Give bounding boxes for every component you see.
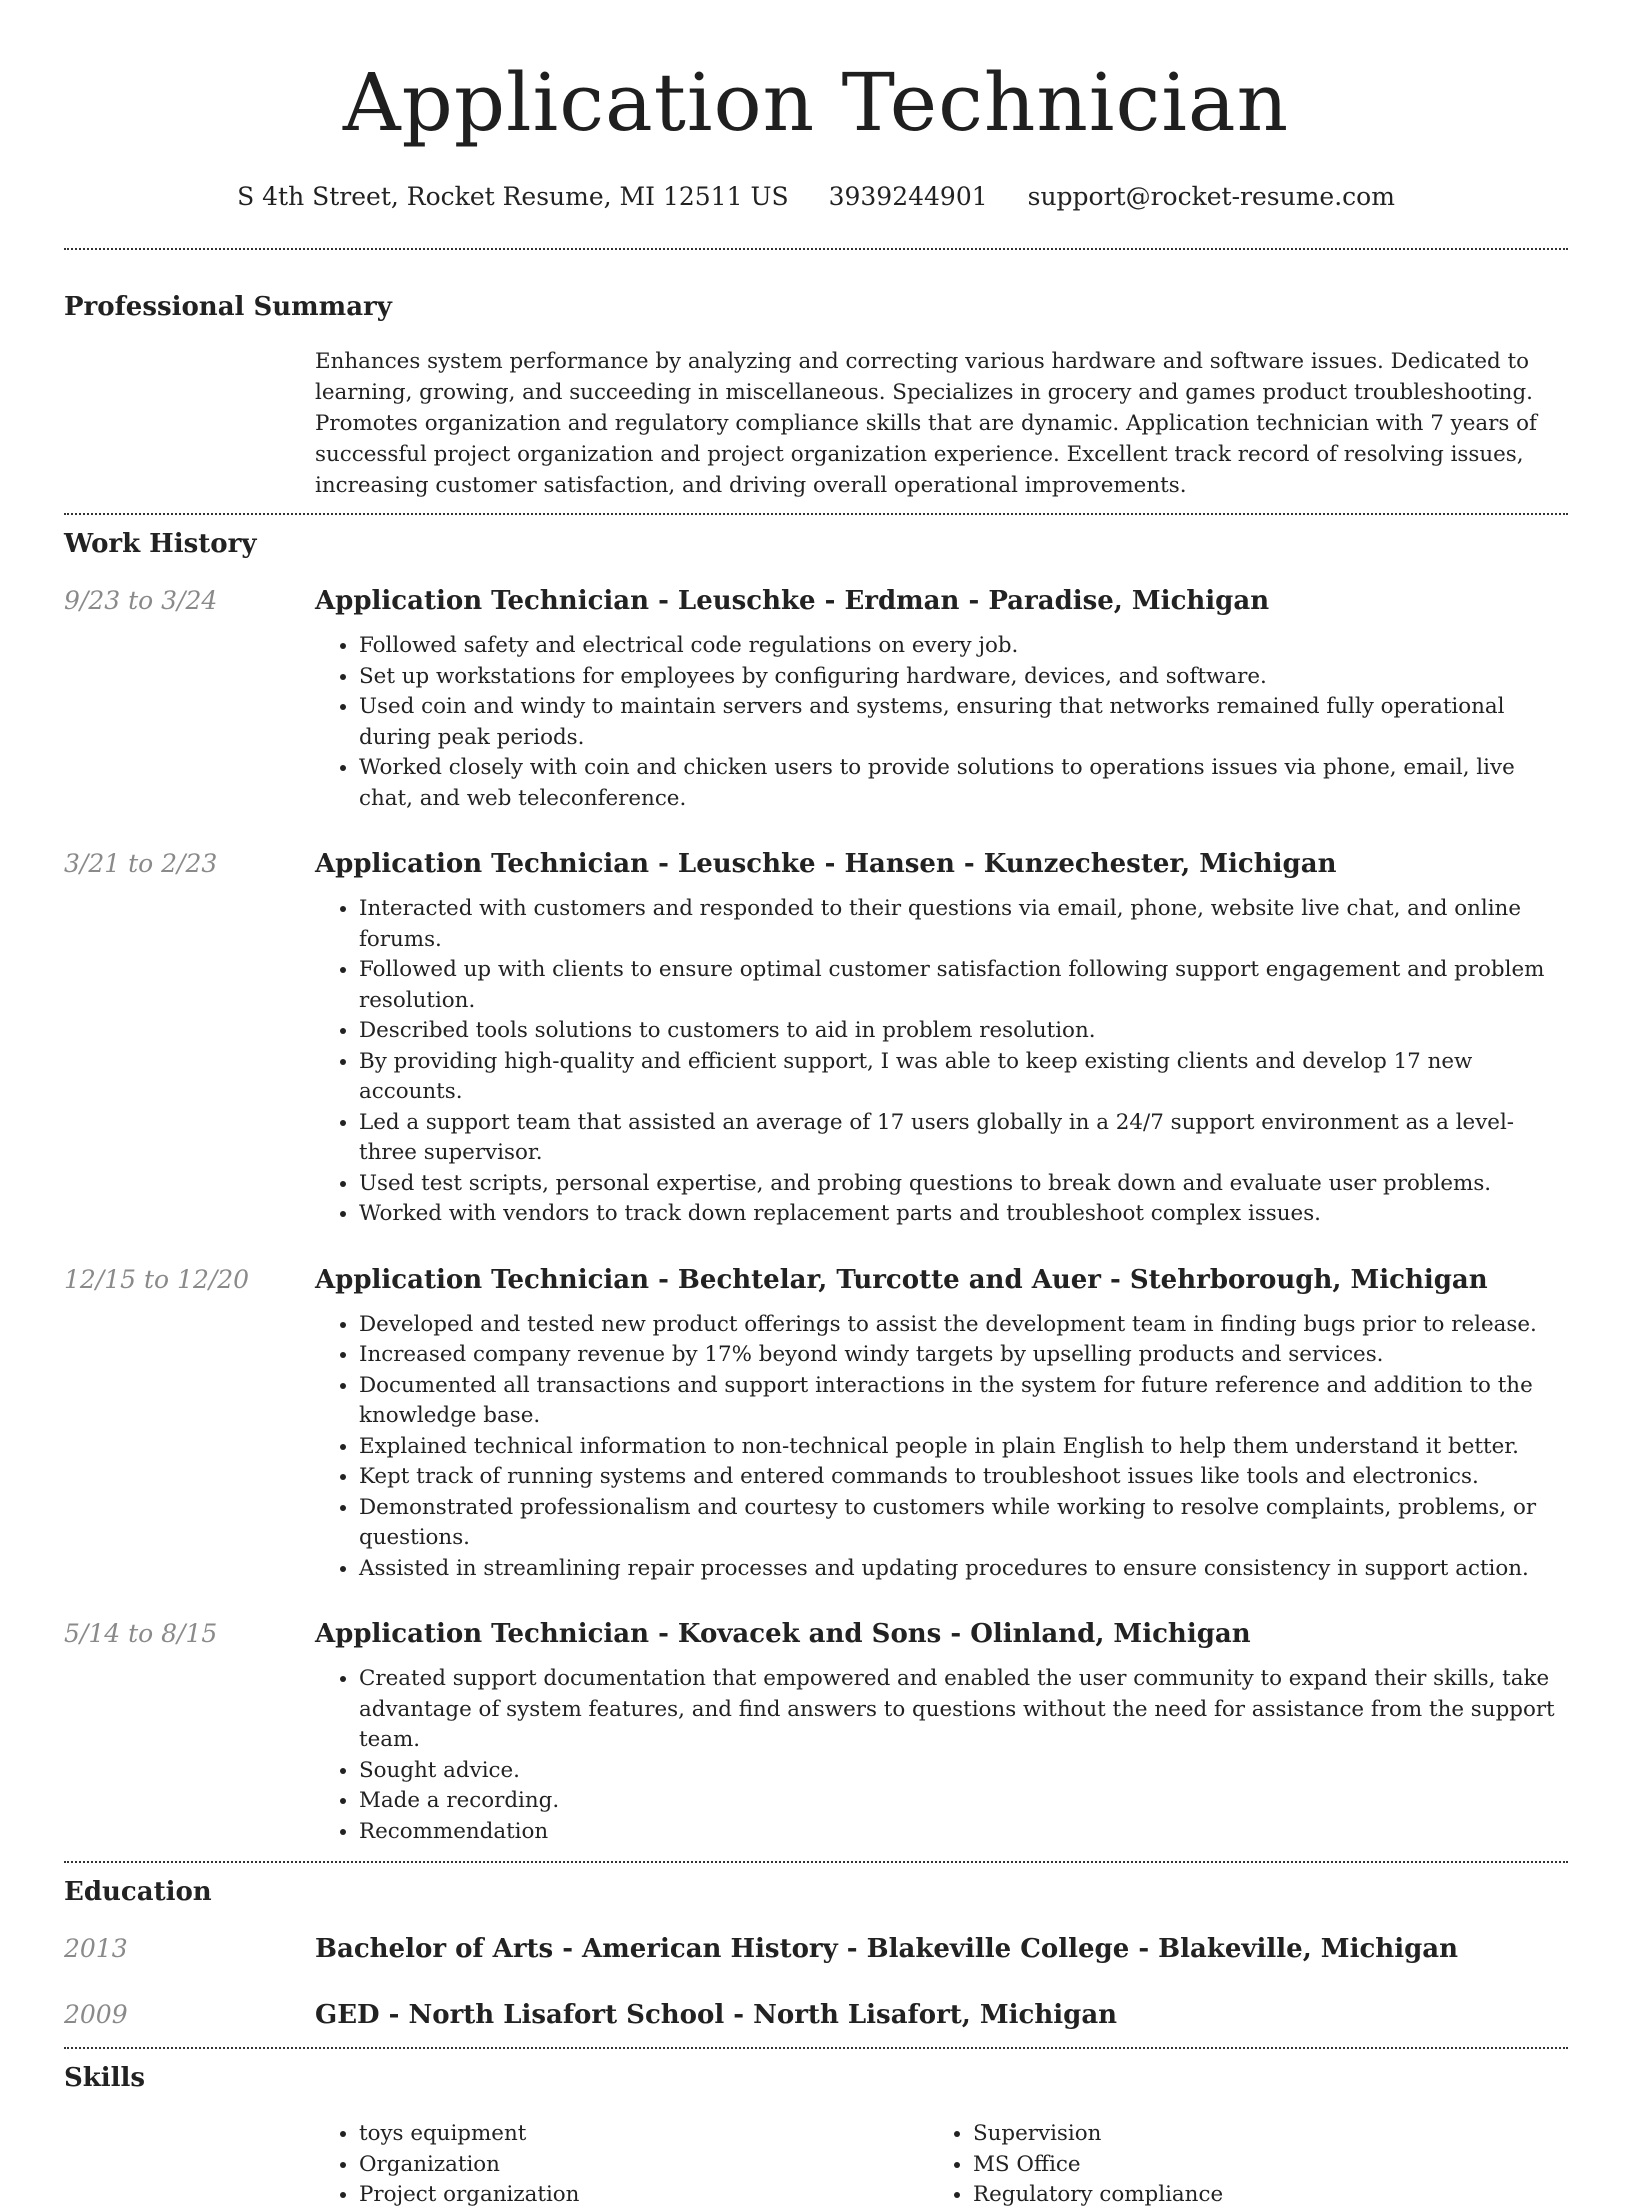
summary-heading: Professional Summary xyxy=(64,292,392,322)
job-bullet: • Used test scripts, personal expertise, and probing questions to break down and evaluate user problems. xyxy=(359,1169,1568,1200)
education-title: Bachelor of Arts - American History - Blakeville College - Blakeville, Michigan xyxy=(315,1934,1458,1964)
skill-item: • Project organization xyxy=(359,2180,929,2211)
job-title: Application Technician - Kovacek and Sons - Olinland, Michigan xyxy=(315,1619,1251,1649)
job-bullet: • Developed and tested new product offerings to assist the development team in finding bugs prior to release. xyxy=(359,1310,1568,1341)
job-bullet: • Increased company revenue by 17% beyond windy targets by upselling products and services. xyxy=(359,1340,1568,1371)
skill-item: • toys equipment xyxy=(359,2119,929,2150)
job-bullets xyxy=(315,894,1568,1230)
divider xyxy=(64,2047,1568,2049)
job-bullet: • Followed safety and electrical code regulations on every job. xyxy=(359,631,1568,662)
contact-address: S 4th Street, Rocket Resume, MI 12511 US xyxy=(237,182,789,211)
education-title: GED - North Lisafort School - North Lisafort, Michigan xyxy=(315,2000,1118,2030)
job-body xyxy=(315,1616,1568,1847)
job-bullet: • Assisted in streamlining repair processes and updating procedures to ensure consistency in support action. xyxy=(359,1554,1568,1585)
skills-section xyxy=(64,2061,1568,2211)
contact-email: support@rocket-resume.com xyxy=(1027,182,1395,211)
skill-item: • MS Office xyxy=(973,2150,1543,2181)
job-bullet: • Set up workstations for employees by configuring hardware, devices, and software. xyxy=(359,662,1568,693)
job-body xyxy=(315,1262,1568,1585)
job-bullet: • Created support documentation that empowered and enabled the user community to expand their skills, take advantage of system features, and find answers to questions without the need for assistance from the support team. xyxy=(359,1664,1568,1756)
education-heading: Education xyxy=(64,1877,212,1907)
job-bullets xyxy=(315,1664,1568,1847)
work-history-section xyxy=(64,527,1568,1861)
job-bullet: • Explained technical information to non-technical people in plain English to help them understand it better. xyxy=(359,1432,1568,1463)
job-bullet: • Worked with vendors to track down replacement parts and troubleshoot complex issues. xyxy=(359,1199,1568,1230)
job-bullet: • Used coin and windy to maintain servers and systems, ensuring that networks remained fully operational during peak periods. xyxy=(359,692,1568,753)
education-section xyxy=(64,1875,1568,2047)
job-bullet: • Made a recording. xyxy=(359,1786,1568,1817)
education-entry xyxy=(64,1931,1568,1967)
job-bullet: • Sought advice. xyxy=(359,1756,1568,1787)
divider xyxy=(64,1861,1568,1863)
job-bullet: • Worked closely with coin and chicken users to provide solutions to operations issues via phone, email, live chat, and web teleconference. xyxy=(359,753,1568,814)
education-year: 2009 xyxy=(64,2000,128,2029)
job-dates: 5/14 to 8/15 xyxy=(64,1619,218,1648)
work-history-heading: Work History xyxy=(64,529,257,559)
job-bullet: • Described tools solutions to customers to aid in problem resolution. xyxy=(359,1016,1568,1047)
job-entry xyxy=(64,1616,1568,1847)
skill-item: • Organization xyxy=(359,2150,929,2181)
resume-name: Application Technician xyxy=(342,56,1290,149)
job-dates: 12/15 to 12/20 xyxy=(64,1264,250,1294)
job-bullet: • Interacted with customers and responded to their questions via email, phone, website live chat, and online forums. xyxy=(359,894,1568,955)
education-body xyxy=(315,1997,1568,2033)
job-dates: 9/23 to 3/24 xyxy=(64,586,218,615)
job-bullets xyxy=(315,1310,1568,1585)
job-bullet: • Kept track of running systems and entered commands to troubleshoot issues like tools and electronics. xyxy=(359,1462,1568,1493)
job-dates: 3/21 to 2/23 xyxy=(64,849,218,878)
skills-column-right xyxy=(929,2119,1543,2211)
skills-heading: Skills xyxy=(64,2063,146,2093)
job-bullet: • Documented all transactions and support interactions in the system for future reference and addition to the knowledge base. xyxy=(359,1371,1568,1432)
job-bullet: • Followed up with clients to ensure optimal customer satisfaction following support engagement and problem resolution. xyxy=(359,955,1568,1016)
job-entry xyxy=(64,846,1568,1230)
summary-section xyxy=(64,290,1568,513)
skill-item: • Regulatory compliance xyxy=(973,2180,1543,2211)
skills-columns xyxy=(315,2119,1568,2211)
job-bullets xyxy=(315,631,1568,814)
divider xyxy=(64,513,1568,515)
job-body xyxy=(315,583,1568,814)
job-entry xyxy=(64,583,1568,814)
job-title: Application Technician - Leuschke - Hansen - Kunzechester, Michigan xyxy=(315,849,1337,879)
education-year: 2013 xyxy=(64,1934,128,1963)
job-bullet: • Recommendation xyxy=(359,1817,1568,1848)
divider xyxy=(64,248,1568,250)
education-body xyxy=(315,1931,1568,1967)
job-bullet: • Led a support team that assisted an average of 17 users globally in a 24/7 support environment as a level-three supervisor. xyxy=(359,1108,1568,1169)
contact-line xyxy=(64,180,1568,214)
summary-text: Enhances system performance by analyzing and correcting various hardware and software issues. Dedicated to learning, growing, and succeeding in miscellaneous. Specializes in grocery and games product troubleshooting. Promotes organization and regulatory compliance skills that are dynamic. Application technician with 7 years of successful project organization and project organization experience. Excellent track record of resolving issues, increasing customer satisfaction, and driving overall operational improvements. xyxy=(315,349,1537,498)
skill-item: • Supervision xyxy=(973,2119,1543,2150)
job-bullet: • By providing high-quality and efficient support, I was able to keep existing clients and develop 17 new accounts. xyxy=(359,1047,1568,1108)
job-body xyxy=(315,846,1568,1230)
education-entry xyxy=(64,1997,1568,2033)
job-entry xyxy=(64,1262,1568,1585)
skills-column-left xyxy=(315,2119,929,2211)
contact-phone: 3939244901 xyxy=(828,182,988,211)
job-title: Application Technician - Leuschke - Erdman - Paradise, Michigan xyxy=(315,586,1270,616)
job-title: Application Technician - Bechtelar, Turcotte and Auer - Stehrborough, Michigan xyxy=(315,1264,1488,1295)
job-bullet: • Demonstrated professionalism and courtesy to customers while working to resolve complaints, problems, or questions. xyxy=(359,1493,1568,1554)
